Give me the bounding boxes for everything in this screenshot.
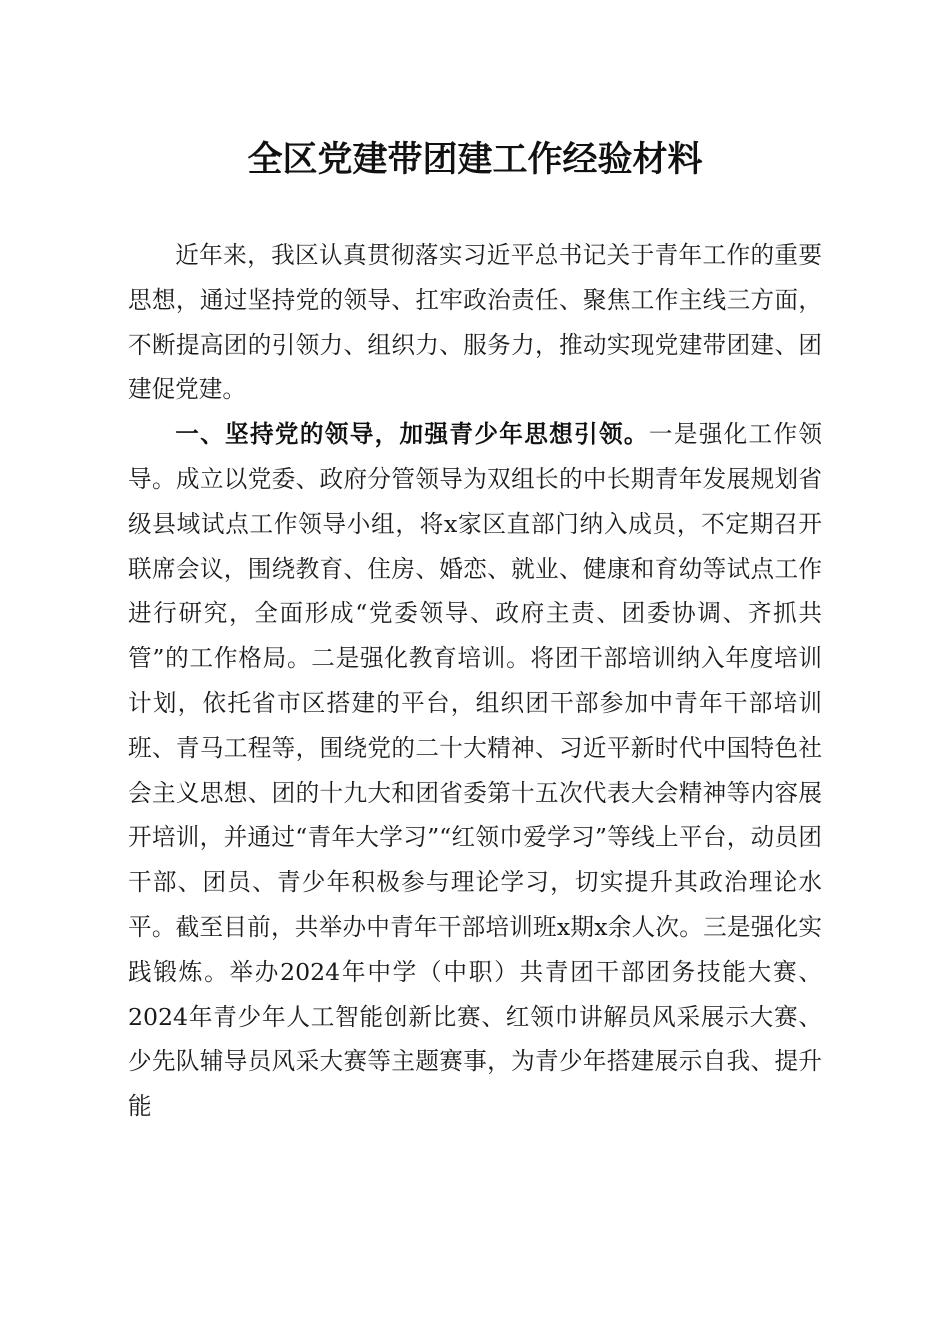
document-body <box>128 233 822 1129</box>
section-one-text: 一是强化工作领导。成立以党委、政府分管领导为双组长的中长期青年发展规划省级县域试点工作领导小组，将x家区直部门纳入成员，不定期召开联席会议，围绕教育、住房、婚恋、就业、健康和育幼等试点工作进行研究，全面形成“党委领导、政府主责、团委协调、齐抓共管”的工作格局。二是强化教育培训。将团干部培训纳入年度培训计划，依托省市区搭建的平台，组织团干部参加中青年干部培训班、青马工程等，围绕党的二十大精神、习近平新时代中国特色社会主义思想、团的十九大和团省委第十五次代表大会精神等内容展开培训，并通过“青年大学习”“红领巾爱学习”等线上平台，动员团干部、团员、青少年积极参与理论学习，切实提升其政治理论水平。截至目前，共举办中青年干部培训班x期x余人次。三是强化实践锻炼。举办2024年中学（中职）共青团干部团务技能大赛、2024年青少年人工智能创新比赛、红领巾讲解员风采展示大赛、少先队辅导员风采大赛等主题赛事，为青少年搭建展示自我、提升能 <box>128 420 823 1121</box>
intro-paragraph-text: 近年来，我区认真贯彻落实习近平总书记关于青年工作的重要思想，通过坚持党的领导、扛牢政治责任、聚焦工作主线三方面，不断提高团的引领力、组织力、服务力，推动实现党建带团建、团建促党建。 <box>128 241 822 404</box>
section-one-heading: 一、坚持党的领导，加强青少年思想引领。 <box>175 420 649 449</box>
intro-paragraph <box>128 233 822 412</box>
document-title: 全区党建带团建工作经验材料 <box>247 139 703 180</box>
section-one-paragraph <box>128 412 822 1129</box>
